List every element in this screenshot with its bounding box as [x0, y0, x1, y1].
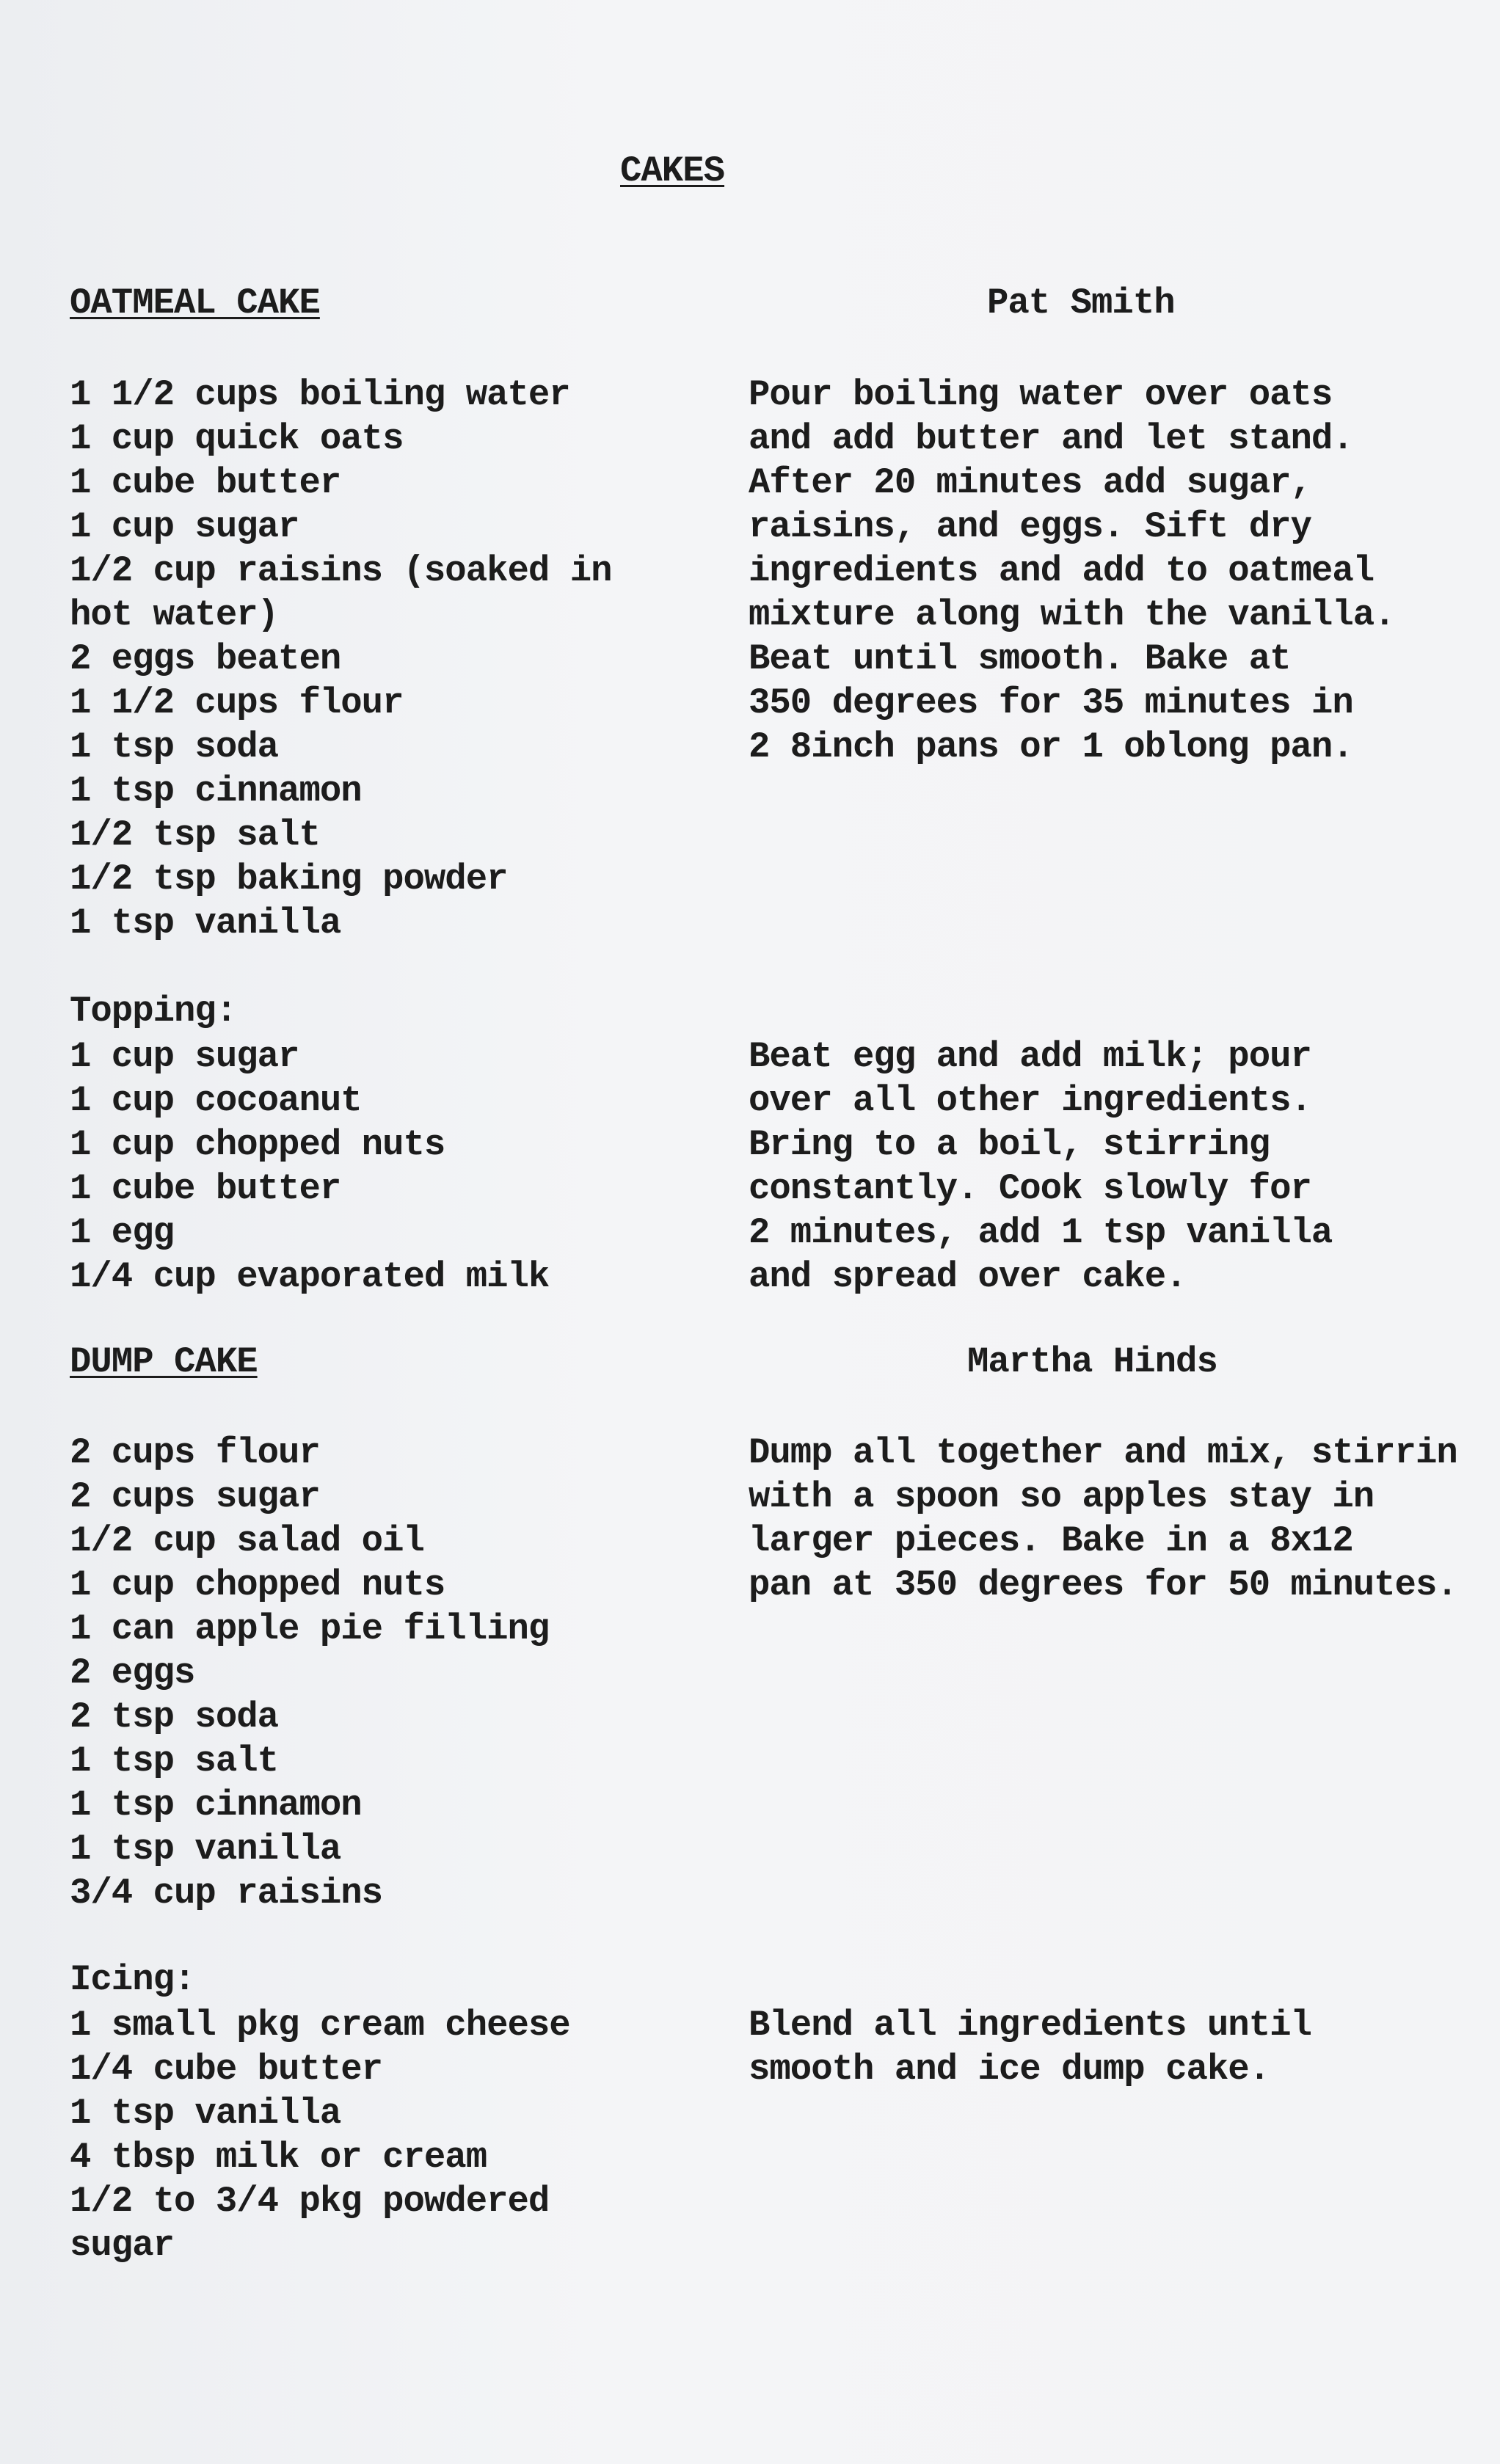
direction-line: with a spoon so apples stay in — [749, 1476, 1375, 1517]
dump-cake-heading: DUMP CAKE — [70, 1341, 258, 1382]
ingredient-line: 1 cup quick oats — [70, 418, 404, 459]
ingredient-line: 2 eggs — [70, 1652, 195, 1694]
ingredient-line: 1 cup chopped nuts — [70, 1124, 445, 1165]
ingredient-line: sugar — [70, 2225, 175, 2266]
ingredient-line: 1 tsp cinnamon — [70, 770, 362, 812]
ingredient-line: 1 cube butter — [70, 462, 341, 503]
ingredient-line: 1 cup cocoanut — [70, 1080, 362, 1121]
ingredient-line: 1/2 tsp salt — [70, 814, 320, 856]
icing-directions — [749, 2003, 1311, 2091]
oatmeal-ingredients-list — [70, 373, 612, 945]
ingredient-line: 1/2 cup salad oil — [70, 1520, 424, 1561]
direction-line: and add butter and let stand. — [749, 418, 1353, 459]
ingredient-line: 1 egg — [70, 1212, 175, 1253]
icing-label: Icing: — [70, 1959, 195, 2000]
direction-line: Beat egg and add milk; pour — [749, 1036, 1311, 1077]
ingredient-line: 1/2 tsp baking powder — [70, 859, 508, 900]
direction-line: Blend all ingredients until — [749, 2005, 1311, 2046]
ingredient-line: 2 cups flour — [70, 1432, 320, 1473]
ingredient-line: 1 cup sugar — [70, 1036, 299, 1077]
ingredient-line: 1 cup chopped nuts — [70, 1564, 445, 1605]
direction-line: Dump all together and mix, stirrin — [749, 1432, 1457, 1473]
direction-line: 2 minutes, add 1 tsp vanilla — [749, 1212, 1333, 1253]
ingredient-line: 2 tsp soda — [70, 1696, 279, 1738]
ingredient-line: 1/4 cube butter — [70, 2049, 383, 2090]
direction-line: larger pieces. Bake in a 8x12 — [749, 1520, 1353, 1561]
direction-line: Pour boiling water over oats — [749, 374, 1333, 415]
ingredient-line: 1 1/2 cups flour — [70, 682, 404, 723]
topping-label: Topping: — [70, 991, 237, 1032]
ingredient-line: 1/4 cup evaporated milk — [70, 1256, 550, 1297]
ingredient-line: 1 cup sugar — [70, 506, 299, 547]
ingredient-line: 3/4 cup raisins — [70, 1873, 383, 1914]
direction-line: over all other ingredients. — [749, 1080, 1311, 1121]
direction-line: 350 degrees for 35 minutes in — [749, 682, 1353, 723]
ingredient-line: 1 tsp soda — [70, 726, 279, 768]
ingredient-line: 1 tsp cinnamon — [70, 1785, 362, 1826]
ingredient-line: 1 small pkg cream cheese — [70, 2005, 570, 2046]
direction-line: smooth and ice dump cake. — [749, 2049, 1270, 2090]
dump-cake-author: Martha Hinds — [967, 1341, 1217, 1382]
topping-directions — [749, 1035, 1332, 1299]
ingredient-line: 1/2 cup raisins (soaked in — [70, 550, 612, 591]
ingredient-line: 2 cups sugar — [70, 1476, 320, 1517]
oatmeal-cake-heading: OATMEAL CAKE — [70, 283, 320, 324]
dump-directions — [749, 1431, 1457, 1607]
icing-ingredients-list — [70, 2003, 570, 2267]
direction-line: Bring to a boil, stirring — [749, 1124, 1270, 1165]
ingredient-line: 2 eggs beaten — [70, 638, 341, 679]
direction-line: pan at 350 degrees for 50 minutes. — [749, 1564, 1457, 1605]
ingredient-line: 1 cube butter — [70, 1168, 341, 1209]
ingredient-line: 1 tsp vanilla — [70, 1829, 341, 1870]
direction-line: After 20 minutes add sugar, — [749, 462, 1311, 503]
ingredient-line: 1 tsp vanilla — [70, 903, 341, 944]
direction-line: 2 8inch pans or 1 oblong pan. — [749, 726, 1353, 768]
ingredient-line: 1 1/2 cups boiling water — [70, 374, 570, 415]
page-title: CAKES — [620, 150, 725, 192]
ingredient-line: 1 tsp vanilla — [70, 2093, 341, 2134]
direction-line: ingredients and add to oatmeal — [749, 550, 1375, 591]
topping-ingredients-list — [70, 1035, 549, 1299]
direction-line: mixture along with the vanilla. — [749, 594, 1395, 635]
direction-line: constantly. Cook slowly for — [749, 1168, 1311, 1209]
ingredient-line: 1 tsp salt — [70, 1741, 279, 1782]
direction-line: Beat until smooth. Bake at — [749, 638, 1291, 679]
ingredient-line: 1/2 to 3/4 pkg powdered — [70, 2181, 550, 2222]
ingredient-line: 1 can apple pie filling — [70, 1608, 550, 1650]
direction-line: raisins, and eggs. Sift dry — [749, 506, 1311, 547]
ingredient-line: 4 tbsp milk or cream — [70, 2137, 487, 2178]
oatmeal-cake-author: Pat Smith — [987, 283, 1175, 324]
dump-ingredients-list — [70, 1431, 549, 1915]
direction-line: and spread over cake. — [749, 1256, 1187, 1297]
oatmeal-directions — [749, 373, 1395, 769]
ingredient-line: hot water) — [70, 594, 279, 635]
